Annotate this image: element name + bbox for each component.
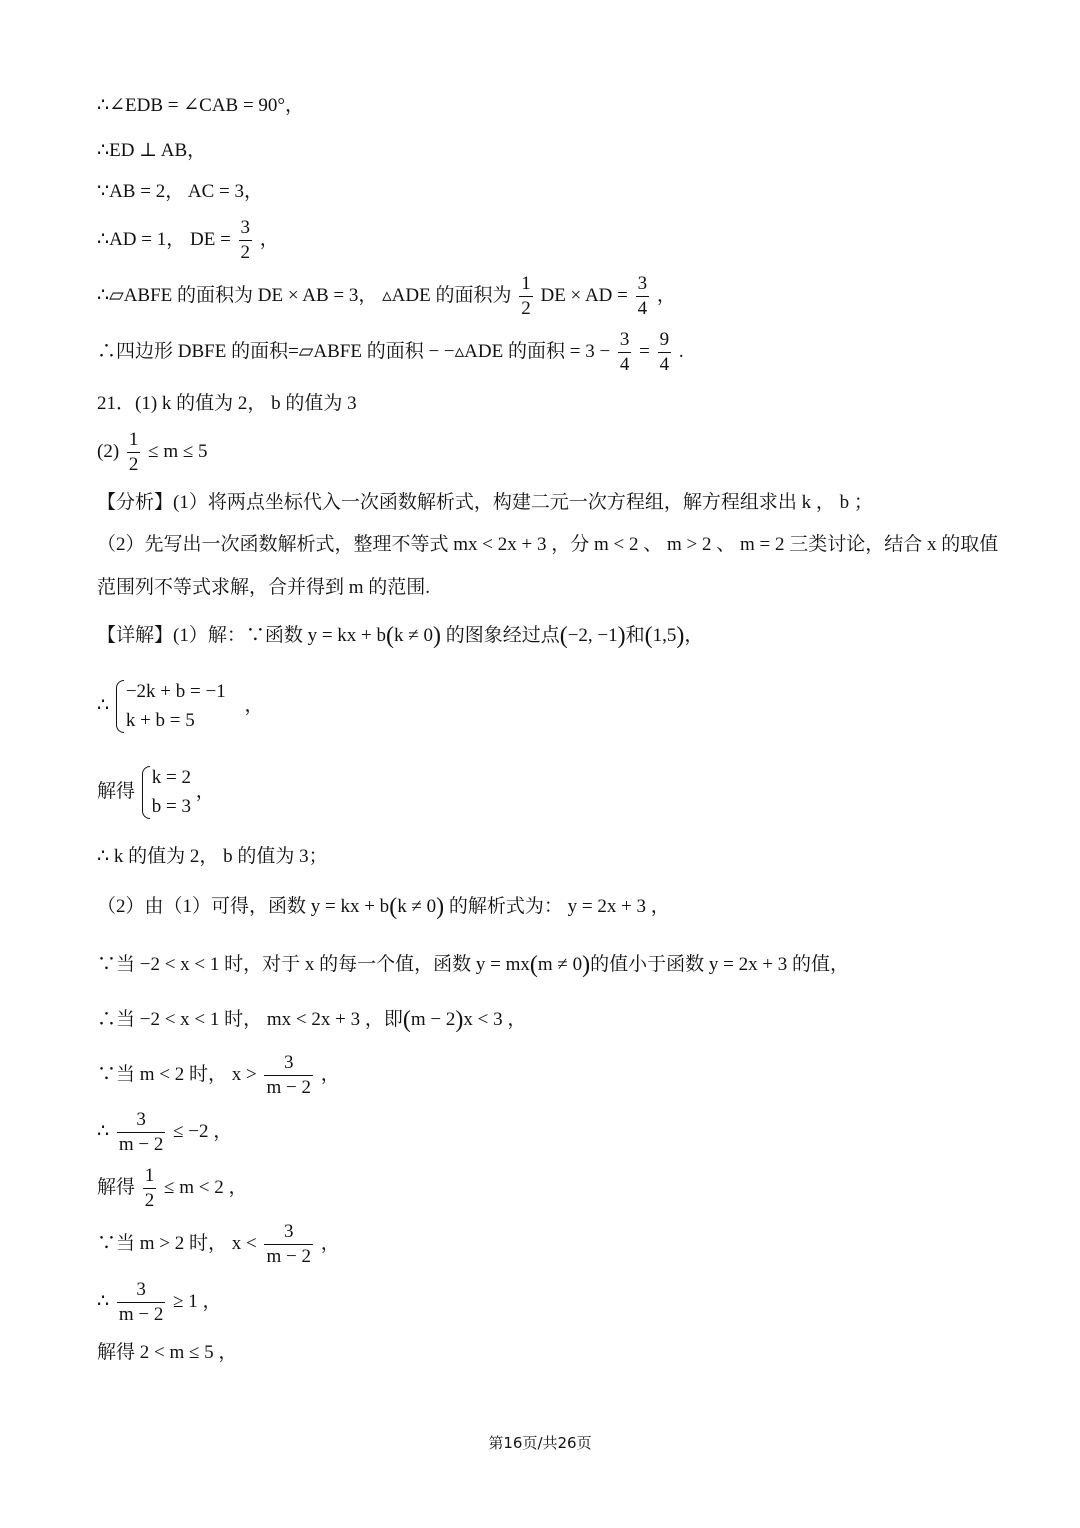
case-m-greater-2-result: 解得 2 < m ≤ 5 ， bbox=[97, 1342, 238, 1363]
paren: ( bbox=[559, 623, 568, 649]
line-areas bbox=[97, 274, 676, 319]
numerator: 3 bbox=[264, 1053, 313, 1076]
numerator: 1 bbox=[127, 430, 141, 453]
text: 【详解】(1）解：∵函数 y = kx + b bbox=[97, 625, 387, 646]
text: ∴当 −2 < x < 1 时， mx < 2x + 3 ，即 bbox=[97, 1009, 403, 1030]
fraction bbox=[127, 430, 141, 475]
numerator: 9 bbox=[658, 330, 672, 353]
text: k ≠ 0 bbox=[397, 896, 437, 917]
denominator: 2 bbox=[128, 453, 139, 475]
numerator: 1 bbox=[519, 274, 533, 297]
detail-part2-line-1 bbox=[97, 895, 670, 919]
paren: ) bbox=[436, 894, 445, 920]
fraction bbox=[636, 274, 650, 319]
text: ， bbox=[244, 694, 264, 716]
equation: k + b = 5 bbox=[125, 709, 195, 731]
case-m-less-2 bbox=[97, 1053, 340, 1098]
page-number-footer: 第16页/共26页 bbox=[488, 1434, 592, 1452]
fraction bbox=[264, 1222, 313, 1267]
line-ad-de bbox=[97, 218, 279, 263]
text: ， bbox=[195, 780, 215, 802]
text: x < 3 ， bbox=[463, 1009, 527, 1030]
text: ∴▱ABFE 的面积为 DE × AB = 3， ▵ADE 的面积为 bbox=[97, 284, 512, 306]
text: (2) bbox=[97, 440, 120, 462]
text: m ≠ 0 bbox=[537, 954, 583, 975]
numerator: 3 bbox=[239, 218, 253, 241]
fraction bbox=[519, 274, 533, 319]
brace-system bbox=[114, 678, 226, 735]
text: ， bbox=[320, 1063, 340, 1085]
text: 解得 bbox=[97, 1176, 136, 1198]
text: ∴ bbox=[97, 1290, 110, 1312]
paren: ) bbox=[676, 623, 685, 649]
denominator: 2 bbox=[144, 1189, 155, 1211]
equation: b = 3 bbox=[151, 795, 191, 817]
detail-conclusion-1: ∴ k 的值为 2， b 的值为 3； bbox=[97, 846, 328, 867]
line-perpendicular: ∴ED ⊥ AB， bbox=[97, 140, 207, 161]
paren: ) bbox=[617, 623, 626, 649]
text: ， bbox=[656, 284, 676, 306]
line-quadrilateral-area bbox=[97, 330, 684, 375]
numerator: 3 bbox=[636, 274, 650, 297]
text: m − 2 bbox=[410, 1009, 456, 1030]
paren: ( bbox=[389, 894, 398, 920]
answer-21-part1: 21．(1) k 的值为 2， b 的值为 3 bbox=[97, 393, 357, 414]
denominator: 2 bbox=[521, 297, 531, 319]
text: ， bbox=[259, 228, 279, 250]
fraction bbox=[117, 1110, 166, 1155]
analysis-line-3: 范围列不等式求解，合并得到 m 的范围. bbox=[97, 577, 431, 598]
text: 和 bbox=[625, 625, 645, 646]
text: k ≠ 0 bbox=[394, 625, 433, 646]
text: ≤ −2 ， bbox=[173, 1120, 233, 1142]
denominator: 4 bbox=[659, 353, 670, 375]
numerator: 1 bbox=[143, 1166, 157, 1189]
equation: −2k + b = −1 bbox=[125, 681, 226, 702]
denominator: m − 2 bbox=[118, 1303, 164, 1325]
fraction bbox=[264, 1053, 313, 1098]
text: ∵当 −2 < x < 1 时，对于 x 的每一个值，函数 y = mx bbox=[97, 954, 530, 975]
line-angle-conclusion: ∴∠EDB = ∠CAB = 90°， bbox=[97, 95, 305, 116]
paren: ( bbox=[644, 623, 653, 649]
text: 的值小于函数 y = 2x + 3 的值， bbox=[590, 954, 850, 975]
text: ， bbox=[684, 625, 704, 646]
equation-system-2 bbox=[97, 764, 215, 821]
case-m-less-2-result bbox=[97, 1166, 247, 1211]
paren: ( bbox=[386, 623, 395, 649]
fraction bbox=[239, 218, 253, 263]
text: ∴ bbox=[97, 1120, 110, 1142]
case-m-greater-2-inequality bbox=[97, 1280, 222, 1325]
fraction bbox=[618, 330, 632, 375]
text: ∵当 m < 2 时， x > bbox=[97, 1063, 257, 1085]
numerator: 3 bbox=[117, 1280, 166, 1303]
brace-system bbox=[140, 764, 191, 821]
text: . bbox=[678, 340, 684, 362]
case-m-greater-2 bbox=[97, 1222, 340, 1267]
answer-21-part2 bbox=[97, 430, 208, 475]
text: 的解析式为： y = 2x + 3 ， bbox=[448, 896, 670, 917]
equation-system-1 bbox=[97, 678, 263, 735]
paren: ) bbox=[582, 952, 591, 978]
numerator: 3 bbox=[264, 1222, 313, 1245]
fraction bbox=[117, 1280, 166, 1325]
paren: ( bbox=[402, 1007, 411, 1033]
text: −2, −1 bbox=[567, 625, 618, 646]
denominator: 4 bbox=[637, 297, 648, 319]
detail-part2-line-3 bbox=[97, 1008, 526, 1032]
fraction bbox=[143, 1166, 157, 1211]
denominator: 4 bbox=[619, 353, 630, 375]
denominator: m − 2 bbox=[266, 1076, 311, 1098]
numerator: 3 bbox=[117, 1110, 166, 1133]
fraction bbox=[658, 330, 672, 375]
text: ∴四边形 DBFE 的面积=▱ABFE 的面积 − −▵ADE 的面积 = 3 − bbox=[97, 340, 611, 362]
text: ∴ bbox=[97, 694, 110, 716]
text: （2）由（1）可得，函数 y = kx + b bbox=[97, 896, 390, 917]
text: 的图象经过点 bbox=[445, 625, 560, 646]
text: ≤ m ≤ 5 bbox=[148, 440, 208, 462]
denominator: m − 2 bbox=[266, 1245, 311, 1267]
paren: ) bbox=[432, 623, 441, 649]
detail-line-1 bbox=[97, 624, 703, 648]
denominator: 2 bbox=[240, 241, 251, 263]
analysis-line-1: 【分析】(1）将两点坐标代入一次函数解析式，构建二元一次方程组，解方程组求出 k ， b ； bbox=[97, 492, 873, 513]
text: ∴AD = 1， DE = bbox=[97, 228, 231, 250]
numerator: 3 bbox=[618, 330, 632, 353]
detail-part2-line-2 bbox=[97, 953, 849, 977]
paren: ( bbox=[529, 952, 538, 978]
text: 1,5 bbox=[652, 625, 677, 646]
paren: ) bbox=[455, 1007, 464, 1033]
text: ≥ 1 ， bbox=[173, 1290, 222, 1312]
equation: k = 2 bbox=[151, 767, 191, 788]
case-m-less-2-inequality bbox=[97, 1110, 232, 1155]
text: 解得 bbox=[97, 780, 136, 802]
text: ∵当 m > 2 时， x < bbox=[97, 1232, 257, 1254]
analysis-line-2: （2）先写出一次函数解析式，整理不等式 mx < 2x + 3 ，分 m < 2 、 m > 2 、 m = 2 三类讨论，结合 x 的取值 bbox=[97, 534, 999, 555]
text: ≤ m < 2 ， bbox=[164, 1176, 248, 1198]
text: = bbox=[639, 340, 650, 362]
line-given-lengths: ∵AB = 2， AC = 3， bbox=[97, 181, 264, 202]
denominator: m − 2 bbox=[118, 1133, 164, 1155]
text: ， bbox=[320, 1232, 340, 1254]
text: DE × AD = bbox=[540, 284, 628, 306]
